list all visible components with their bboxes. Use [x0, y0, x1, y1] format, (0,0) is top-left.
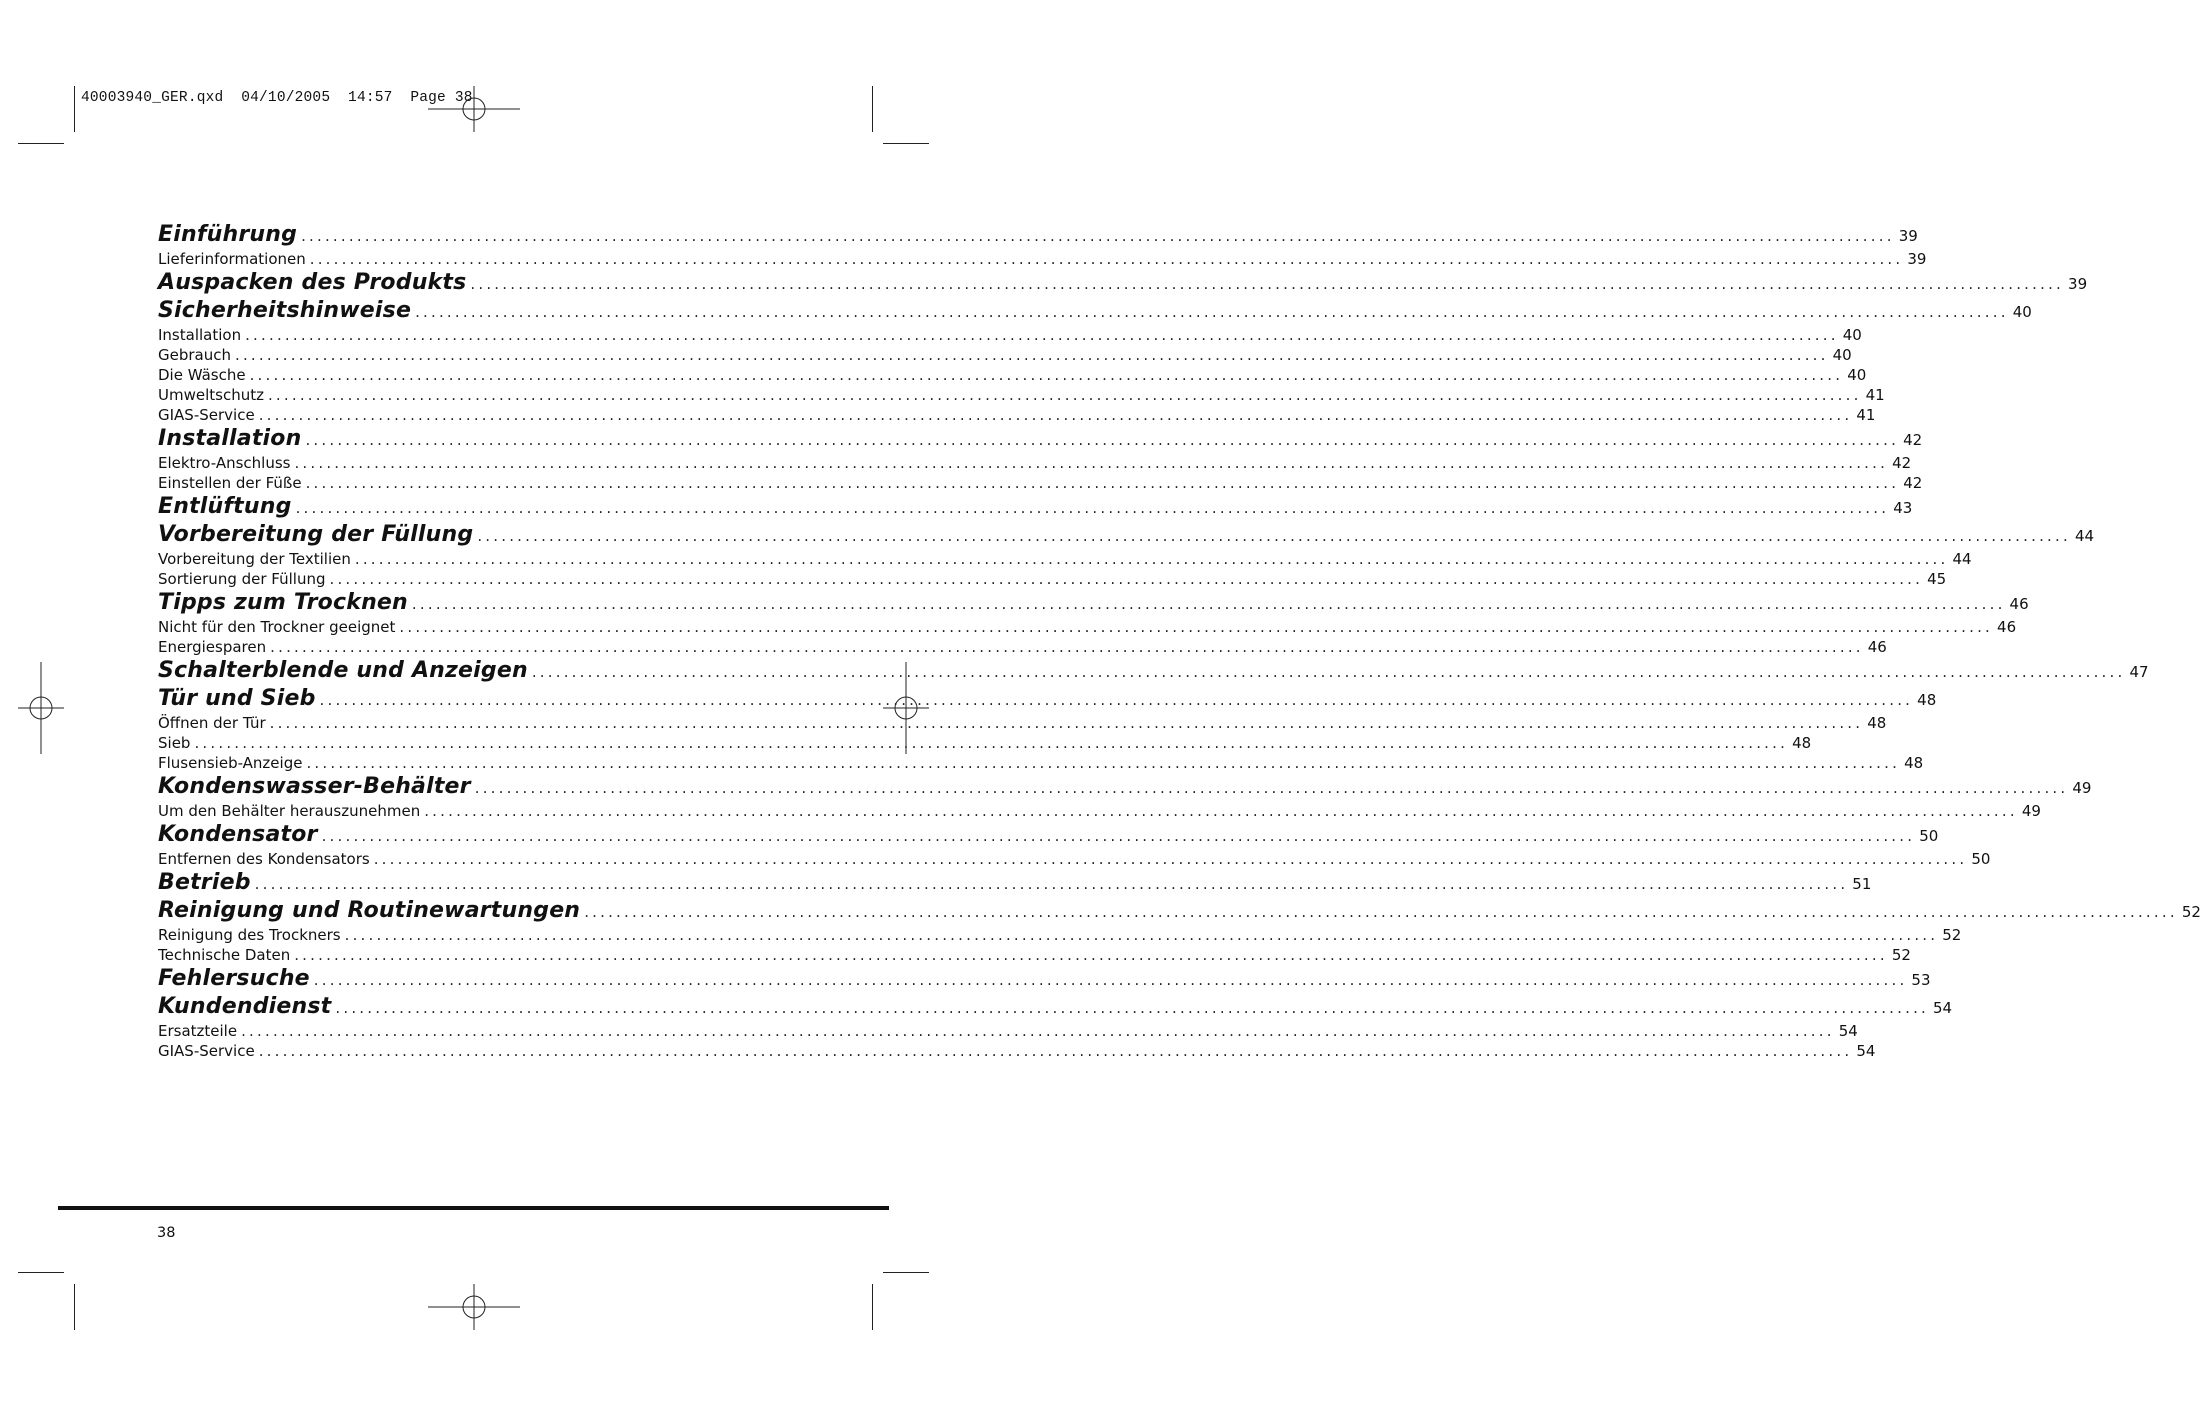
toc-entry-title: Sieb: [158, 734, 191, 752]
toc-heading-entry[interactable]: [158, 222, 1918, 250]
dot-leader: ........................................................................................................................................................................................................: [254, 875, 1849, 893]
toc-entry-page: 46: [1867, 638, 1887, 656]
toc-entry-page: 54: [1933, 999, 1953, 1017]
toc-heading-entry[interactable]: [158, 686, 1937, 714]
dot-leader: ........................................................................................................................................................................................................: [306, 754, 1901, 772]
toc-entry-title: GIAS-Service: [158, 406, 255, 424]
toc-entry-title: Elektro-Anschluss: [158, 454, 291, 472]
toc-heading-entry[interactable]: [158, 298, 2032, 326]
toc-entry-title: Flusensieb-Anzeige: [158, 754, 303, 772]
dot-leader: ........................................................................................................................................................................................................: [415, 303, 2009, 321]
toc-entry-page: 43: [1893, 499, 1913, 517]
toc-entry-title: Reinigung und Routinewartungen: [158, 898, 581, 923]
toc-entry-page: 48: [1904, 754, 1924, 772]
dot-leader: ........................................................................................................................................................................................................: [470, 275, 2065, 293]
dot-leader: ........................................................................................................................................................................................................: [474, 779, 2069, 797]
dot-leader: ........................................................................................................................................................................................................: [245, 326, 1839, 344]
toc-entry-title: Ersatzteile: [158, 1022, 238, 1040]
toc-subentry[interactable]: [158, 454, 1912, 474]
toc-entry-page: 40: [1842, 326, 1862, 344]
toc-heading-entry[interactable]: [158, 590, 2029, 618]
toc-subentry[interactable]: [158, 1022, 1858, 1042]
dot-leader: ........................................................................................................................................................................................................: [399, 618, 1994, 636]
toc-entry-title: Entfernen des Kondensators: [158, 850, 370, 868]
dot-leader: ........................................................................................................................................................................................................: [309, 250, 1904, 268]
dot-leader: ........................................................................................................................................................................................................: [305, 474, 1900, 492]
toc-heading-entry[interactable]: [158, 426, 1923, 454]
dot-leader: ........................................................................................................................................................................................................: [301, 227, 1895, 245]
crop-mark: [872, 1284, 873, 1330]
toc-entry-title: Einstellen der Füße: [158, 474, 302, 492]
toc-entry-title: Nicht für den Trockner geeignet: [158, 618, 396, 636]
toc-entry-page: 42: [1903, 474, 1923, 492]
toc-subentry[interactable]: [158, 802, 2041, 822]
toc-subentry[interactable]: [158, 638, 1887, 658]
toc-heading-entry[interactable]: [158, 270, 2088, 298]
toc-entry-page: 41: [1865, 386, 1885, 404]
toc-entry-page: 42: [1903, 431, 1923, 449]
toc-subentry[interactable]: [158, 618, 2017, 638]
dot-leader: ........................................................................................................................................................................................................: [194, 734, 1789, 752]
toc-entry-title: Sortierung der Füllung: [158, 570, 326, 588]
toc-entry-page: 52: [1942, 926, 1962, 944]
toc-entry-page: 51: [1852, 875, 1872, 893]
toc-entry-page: 48: [1917, 691, 1937, 709]
toc-entry-page: 49: [2021, 802, 2041, 820]
dot-leader: ........................................................................................................................................................................................................: [477, 527, 2071, 545]
toc-entry-page: 39: [1898, 227, 1918, 245]
toc-entry-title: Vorbereitung der Textilien: [158, 550, 351, 568]
dot-leader: ........................................................................................................................................................................................................: [269, 714, 1864, 732]
crop-mark: [872, 86, 873, 132]
toc-heading-entry[interactable]: [158, 870, 1872, 898]
crop-mark: [18, 1272, 64, 1273]
toc-subentry[interactable]: [158, 346, 1852, 366]
toc-entry-page: 39: [2068, 275, 2088, 293]
toc-entry-title: Fehlersuche: [158, 966, 310, 991]
toc-entry-title: Um den Behälter herauszunehmen: [158, 802, 421, 820]
toc-entry-page: 40: [1847, 366, 1867, 384]
toc-entry-page: 46: [1997, 618, 2017, 636]
toc-subentry[interactable]: [158, 326, 1862, 346]
toc-heading-entry[interactable]: [158, 898, 2201, 926]
toc-subentry[interactable]: [158, 406, 1876, 426]
toc-entry-title: Technische Daten: [158, 946, 291, 964]
toc-entry-page: 44: [2074, 527, 2095, 545]
toc-subentry[interactable]: [158, 550, 1972, 570]
print-slug: 40003940_GER.qxd 04/10/2005 14:57 Page 38: [81, 90, 473, 106]
toc-entry-title: Lieferinformationen: [158, 250, 306, 268]
toc-entry-title: Entlüftung: [158, 494, 292, 519]
toc-entry-page: 52: [2181, 903, 2201, 921]
toc-entry-page: 42: [1892, 454, 1912, 472]
toc-entry-title: Tür und Sieb: [158, 686, 316, 711]
toc-entry-page: 41: [1856, 406, 1876, 424]
toc-subentry[interactable]: [158, 754, 1924, 774]
toc-entry-title: Vorbereitung der Füllung: [158, 522, 474, 547]
toc-entry-title: Installation: [158, 426, 302, 451]
dot-leader: ........................................................................................................................................................................................................: [295, 499, 1890, 517]
footer-rule: [58, 1206, 889, 1210]
toc-subentry[interactable]: [158, 714, 1887, 734]
registration-mark-icon: [18, 662, 64, 754]
toc-heading-entry[interactable]: [158, 522, 2095, 550]
dot-leader: ........................................................................................................................................................................................................: [411, 595, 2006, 613]
table-of-contents: [158, 222, 2201, 1062]
crop-mark: [883, 143, 929, 144]
toc-subentry[interactable]: [158, 734, 1812, 754]
dot-leader: ........................................................................................................................................................................................................: [294, 454, 1889, 472]
crop-mark: [74, 1284, 75, 1330]
toc-entry-page: 48: [1792, 734, 1812, 752]
toc-entry-page: 53: [1911, 971, 1931, 989]
dot-leader: ........................................................................................................................................................................................................: [373, 850, 1968, 868]
dot-leader: ........................................................................................................................................................................................................: [294, 946, 1888, 964]
toc-entry-page: 50: [1919, 827, 1939, 845]
toc-entry-title: Kundendienst: [158, 994, 332, 1019]
toc-entry-title: Kondensator: [158, 822, 318, 847]
toc-entry-title: Betrieb: [158, 870, 251, 895]
toc-entry-page: 52: [1891, 946, 1911, 964]
toc-subentry[interactable]: [158, 250, 1927, 270]
toc-entry-title: Umweltschutz: [158, 386, 264, 404]
toc-entry-page: 54: [1838, 1022, 1858, 1040]
toc-subentry[interactable]: [158, 386, 1885, 406]
toc-entry-page: 45: [1927, 570, 1947, 588]
toc-subentry[interactable]: [158, 570, 1947, 590]
dot-leader: ........................................................................................................................................................................................................: [319, 691, 1914, 709]
toc-entry-title: Kondenswasser-Behälter: [158, 774, 471, 799]
toc-heading-entry[interactable]: [158, 494, 1913, 522]
toc-heading-entry[interactable]: [158, 822, 1939, 850]
toc-entry-page: 50: [1971, 850, 1991, 868]
dot-leader: ........................................................................................................................................................................................................: [584, 903, 2178, 921]
toc-subentry[interactable]: [158, 850, 1991, 870]
dot-leader: ........................................................................................................................................................................................................: [305, 431, 1900, 449]
toc-subentry[interactable]: [158, 1042, 1876, 1062]
toc-subentry[interactable]: [158, 926, 1962, 946]
crop-mark: [883, 1272, 929, 1273]
toc-entry-title: Schalterblende und Anzeigen: [158, 658, 528, 683]
toc-entry-title: Energiesparen: [158, 638, 267, 656]
dot-leader: ........................................................................................................................................................................................................: [313, 971, 1908, 989]
crop-mark: [74, 86, 75, 132]
toc-entry-title: GIAS-Service: [158, 1042, 255, 1060]
toc-entry-title: Installation: [158, 326, 242, 344]
toc-subentry[interactable]: [158, 474, 1923, 494]
toc-entry-page: 40: [1832, 346, 1852, 364]
toc-entry-page: 47: [2129, 663, 2149, 681]
dot-leader: ........................................................................................................................................................................................................: [267, 386, 1862, 404]
toc-entry-title: Reinigung des Trockners: [158, 926, 341, 944]
toc-subentry[interactable]: [158, 946, 1911, 966]
dot-leader: ........................................................................................................................................................................................................: [424, 802, 2018, 820]
dot-leader: ........................................................................................................................................................................................................: [344, 926, 1939, 944]
toc-heading-entry[interactable]: [158, 658, 2149, 686]
toc-entry-page: 40: [2012, 303, 2032, 321]
registration-mark-icon: [428, 1284, 520, 1330]
toc-heading-entry[interactable]: [158, 774, 2092, 802]
toc-entry-title: Die Wäsche: [158, 366, 246, 384]
dot-leader: ........................................................................................................................................................................................................: [241, 1022, 1835, 1040]
toc-entry-title: Auspacken des Produkts: [158, 270, 467, 295]
toc-heading-entry[interactable]: [158, 966, 1931, 994]
toc-entry-title: Gebrauch: [158, 346, 231, 364]
toc-entry-title: Sicherheitshinweise: [158, 298, 412, 323]
toc-entry-title: Öffnen der Tür: [158, 714, 266, 732]
dot-leader: ........................................................................................................................................................................................................: [258, 406, 1853, 424]
toc-heading-entry[interactable]: [158, 994, 1953, 1022]
registration-mark-icon: [428, 86, 520, 132]
toc-entry-page: 39: [1907, 250, 1927, 268]
dot-leader: ........................................................................................................................................................................................................: [270, 638, 1864, 656]
toc-entry-page: 54: [1856, 1042, 1876, 1060]
dot-leader: ........................................................................................................................................................................................................: [258, 1042, 1853, 1060]
toc-entry-title: Tipps zum Trocknen: [158, 590, 408, 615]
crop-mark: [18, 143, 64, 144]
toc-entry-page: 44: [1952, 550, 1972, 568]
dot-leader: ........................................................................................................................................................................................................: [354, 550, 1949, 568]
toc-entry-title: Einführung: [158, 222, 298, 247]
toc-entry-page: 48: [1867, 714, 1887, 732]
dot-leader: ........................................................................................................................................................................................................: [531, 663, 2126, 681]
dot-leader: ........................................................................................................................................................................................................: [249, 366, 1844, 384]
page-number: 38: [157, 1225, 176, 1241]
toc-entry-page: 46: [2009, 595, 2029, 613]
dot-leader: ........................................................................................................................................................................................................: [321, 827, 1916, 845]
dot-leader: ........................................................................................................................................................................................................: [329, 570, 1924, 588]
dot-leader: ........................................................................................................................................................................................................: [235, 346, 1829, 364]
toc-entry-page: 49: [2072, 779, 2092, 797]
toc-subentry[interactable]: [158, 366, 1867, 386]
dot-leader: ........................................................................................................................................................................................................: [335, 999, 1930, 1017]
